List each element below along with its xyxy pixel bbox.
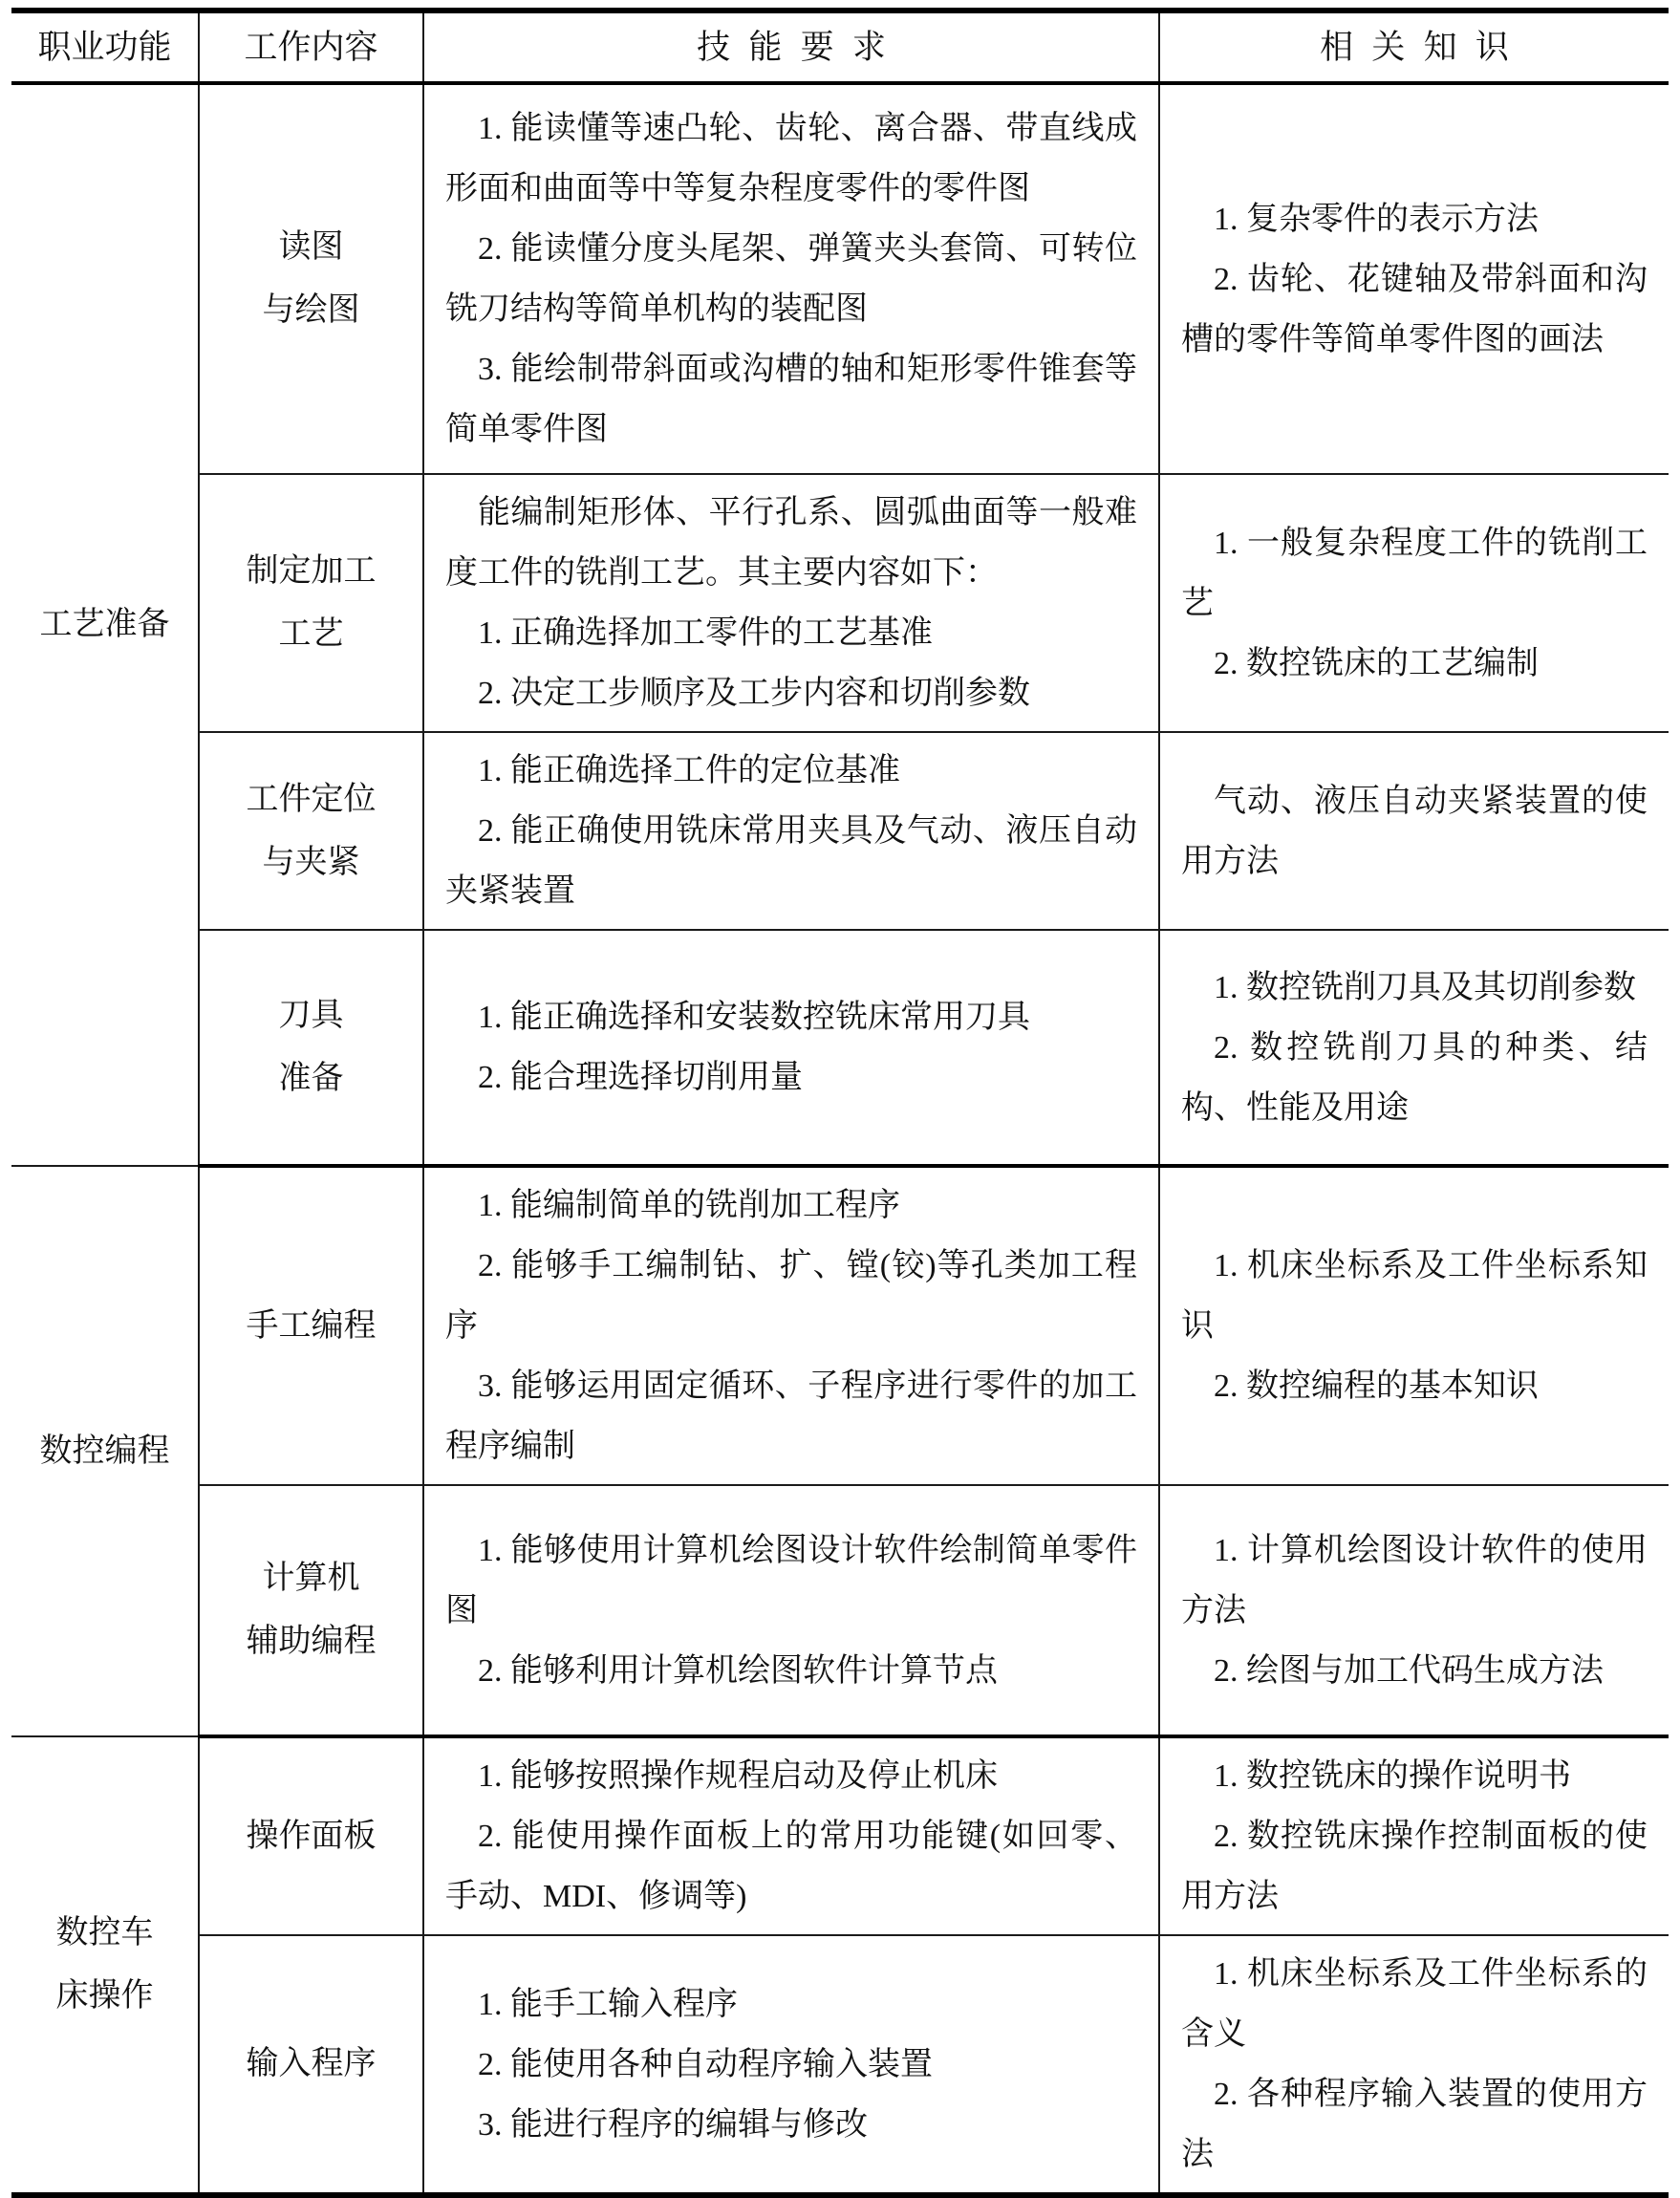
work-label-line: 工艺 [278,616,344,652]
table-row [11,1485,1669,1736]
knowledge-item: 2. 各种程序输入装置的使用方法 [1181,2077,1648,2172]
header-row [11,11,1669,83]
work-label-line: 刀具 [278,998,344,1033]
header-related-knowledge: 相关知识 [1159,11,1669,83]
cell-related-knowledge [1159,732,1669,930]
cell-work-content [199,83,423,474]
knowledge-item: 2. 齿轮、花键轴及带斜面和沟槽的零件等简单零件图的画法 [1181,261,1648,357]
knowledge-item: 2. 数控铣床操作控制面板的使用方法 [1181,1819,1648,1914]
cell-skill-requirements [423,1736,1159,1935]
cell-occupational-function [11,83,199,1166]
knowledge-item: 2. 数控编程的基本知识 [1214,1368,1539,1404]
skill-item: 1. 能正确选择工件的定位基准 [478,753,900,788]
skill-item: 3. 能够运用固定循环、子程序进行零件的加工程序编制 [445,1368,1137,1464]
cell-occupational-function [11,1736,199,2195]
skill-item: 能编制矩形体、平行孔系、圆弧曲面等一般难度工件的铣削工艺。其主要内容如下： [445,495,1137,591]
cell-work-content [199,1736,423,1935]
cell-work-content [199,732,423,930]
skill-item: 1. 能够使用计算机绘图设计软件绘制简单零件图 [445,1532,1137,1628]
skill-item: 2. 决定工步顺序及工步内容和切削参数 [478,676,1030,711]
header-skill-requirements: 技能要求 [423,11,1159,83]
work-label-line: 手工编程 [246,1307,377,1344]
table-row [11,1935,1669,2195]
skill-item: 2. 能使用操作面板上的常用功能键(如回零、手动、MDI、修调等) [445,1819,1137,1914]
skill-item: 3. 能绘制带斜面或沟槽的轴和矩形零件锥套等简单零件图 [445,352,1137,447]
knowledge-item: 1. 机床坐标系及工件坐标系知识 [1181,1248,1648,1344]
function-label: 数控编程 [39,1433,170,1469]
work-label-line: 制定加工 [246,553,377,589]
work-label-line: 读图 [278,229,344,265]
table-row [11,1166,1669,1485]
cell-skill-requirements [423,732,1159,930]
knowledge-item: 1. 机床坐标系及工件坐标系的含义 [1181,1956,1648,2052]
table-row [11,930,1669,1166]
table-row [11,1736,1669,1935]
skill-item: 1. 能读懂等速凸轮、齿轮、离合器、带直线成形面和曲面等中等复杂程度零件的零件图 [445,111,1137,206]
work-label-line: 操作面板 [246,1818,377,1854]
work-label-line: 与夹紧 [262,844,360,880]
cell-work-content [199,930,423,1166]
header-occupational-function: 职业功能 [11,11,199,83]
knowledge-item: 1. 数控铣削刀具及其切削参数 [1214,969,1636,1005]
skill-item: 3. 能进行程序的编辑与修改 [478,2106,868,2143]
table-row [11,83,1669,474]
cell-skill-requirements [423,474,1159,732]
knowledge-item: 2. 数控铣床的工艺编制 [1214,645,1539,681]
skill-item: 2. 能读懂分度头尾架、弹簧夹头套筒、可转位铣刀结构等简单机构的装配图 [445,231,1137,327]
knowledge-item: 1. 复杂零件的表示方法 [1214,201,1539,237]
knowledge-item: 2. 数控铣削刀具的种类、结构、性能及用途 [1181,1029,1648,1126]
skill-item: 2. 能够手工编制钻、扩、镗(铰)等孔类加工程序 [445,1248,1137,1344]
knowledge-item: 1. 一般复杂程度工件的铣削工艺 [1181,525,1648,621]
skill-item: 1. 能够按照操作规程启动及停止机床 [478,1758,998,1794]
skill-item: 1. 能正确选择和安装数控铣床常用刀具 [478,1000,1030,1035]
skills-table [11,8,1669,2198]
cell-related-knowledge [1159,1736,1669,1935]
cell-skill-requirements [423,83,1159,474]
cell-related-knowledge [1159,1485,1669,1736]
cell-skill-requirements [423,1485,1159,1736]
skill-item: 2. 能够利用计算机绘图软件计算节点 [478,1652,998,1689]
cell-related-knowledge [1159,1166,1669,1485]
skill-item: 1. 正确选择加工零件的工艺基准 [478,615,933,651]
cell-work-content [199,1935,423,2195]
knowledge-item: 1. 计算机绘图设计软件的使用方法 [1181,1532,1648,1628]
work-label-line: 准备 [278,1061,344,1096]
work-label-line: 计算机 [262,1561,360,1596]
work-label-line: 输入程序 [246,2046,377,2081]
skill-item: 1. 能编制简单的铣削加工程序 [478,1188,900,1223]
skill-item: 2. 能使用各种自动程序输入装置 [478,2046,933,2082]
table-row [11,474,1669,732]
function-label: 床操作 [55,1978,154,2014]
knowledge-item: 气动、液压自动夹紧装置的使用方法 [1181,783,1648,879]
skill-item: 1. 能手工输入程序 [478,1986,738,2022]
cell-work-content [199,1485,423,1736]
cell-skill-requirements [423,1935,1159,2195]
cell-work-content [199,474,423,732]
cell-occupational-function [11,1166,199,1736]
skill-item: 2. 能正确使用铣床常用夹具及气动、液压自动夹紧装置 [445,813,1137,909]
header-work-content: 工作内容 [199,11,423,83]
cell-work-content [199,1166,423,1485]
cell-related-knowledge [1159,930,1669,1166]
work-label-line: 辅助编程 [246,1624,377,1659]
cell-related-knowledge [1159,474,1669,732]
cell-related-knowledge [1159,83,1669,474]
cell-skill-requirements [423,930,1159,1166]
work-label-line: 与绘图 [262,292,360,328]
knowledge-item: 2. 绘图与加工代码生成方法 [1214,1652,1604,1689]
table-row [11,732,1669,930]
work-label-line: 工件定位 [246,781,377,817]
knowledge-item: 1. 数控铣床的操作说明书 [1214,1758,1571,1794]
function-label: 数控车 [55,1915,154,1950]
function-label: 工艺准备 [39,607,170,642]
cell-related-knowledge [1159,1935,1669,2195]
skill-item: 2. 能合理选择切削用量 [478,1060,803,1095]
cell-skill-requirements [423,1166,1159,1485]
